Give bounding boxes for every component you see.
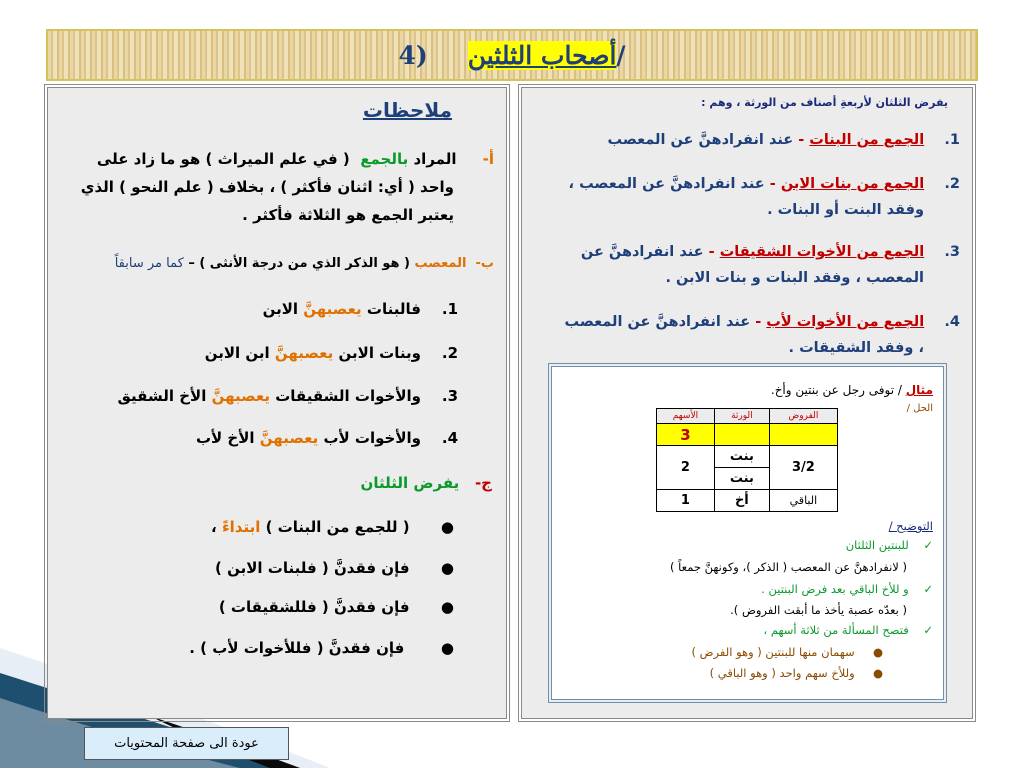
list-item	[205, 344, 458, 362]
bullet-text: فإن فقدنَّ ( فلبنات الابن )	[215, 559, 410, 577]
heir-number: 4.	[944, 314, 960, 330]
list-pre: والأخوات لأب	[323, 429, 421, 447]
bullet-dot: ●	[440, 598, 454, 616]
table-cell	[769, 424, 837, 446]
explain-title: التوضيح /	[888, 519, 933, 533]
heir-line2: المعصب ، وفقد البنات و بنات الابن .	[665, 270, 924, 286]
list-post: الابن	[262, 300, 299, 318]
heir-line1: عند انفرادهنَّ عن المعصب	[564, 314, 751, 330]
explain-text: و للأخ الباقي بعد فرض البنتين .	[761, 582, 909, 596]
heir-line1: عند انفرادهنَّ عن المعصب	[607, 132, 794, 148]
bullet-item	[211, 518, 454, 536]
heir-line1: عند انفرادهنَّ عن	[580, 244, 704, 260]
bullet-dot: ●	[872, 645, 883, 659]
explain-line	[710, 666, 883, 680]
note-c	[361, 474, 492, 492]
heir-number: 2.	[944, 176, 960, 192]
explain-line: ( لانفرادهنَّ عن المعصب ( الذكر )، وكونهنَّ جمعاً )	[670, 560, 907, 574]
explain-line	[846, 538, 933, 552]
page-title	[398, 41, 625, 70]
list-pre: فالبنات	[366, 300, 421, 318]
explain-line	[692, 645, 883, 659]
title-number: (4	[398, 40, 428, 70]
list-number: 3.	[441, 387, 458, 405]
bullet-key: ابتداءً	[221, 518, 261, 536]
heir-key: الجمع من الأخوات لأب	[766, 314, 925, 330]
heir-key: الجمع من الأخوات الشقيقات	[719, 244, 925, 260]
heir-item	[581, 244, 960, 260]
table-header: الأسهم	[657, 409, 715, 424]
list-key: يعصبهنَّ	[303, 300, 362, 318]
note-b	[115, 256, 494, 271]
notes-panel	[47, 87, 507, 719]
heir-item	[569, 176, 960, 192]
note-a-line2: واحد ( أي: اثنان فأكثر ) ، بخلاف ( علم النحو ) الذي	[80, 178, 454, 196]
solution-label: الحل /	[906, 403, 933, 414]
heirs-intro: يفرض الثلثان لأربعةِ أصناف من الورثة ، وهم :	[701, 96, 948, 109]
list-post: الأخ لأب	[195, 429, 255, 447]
heir-key: الجمع من بنات الابن	[780, 176, 925, 192]
bullet-item	[219, 598, 454, 616]
explain-text: للبنتين الثلثان	[845, 538, 909, 552]
list-item	[196, 429, 458, 447]
list-key: يعصبهنَّ	[211, 387, 270, 405]
explain-text: سهمان منها للبنتين ( وهو الفرض )	[691, 645, 855, 659]
title-separator: /	[616, 40, 626, 70]
heir-line2: وفقد البنت أو البنات .	[767, 202, 924, 218]
list-post: الأخ الشقيق	[117, 387, 207, 405]
table-cell: 2	[657, 446, 715, 490]
list-item	[263, 300, 458, 318]
explain-line	[761, 582, 933, 596]
heir-item	[608, 132, 961, 148]
note-b-remark: كما مر سابقاً	[114, 256, 184, 271]
table-cell: 3/2	[769, 446, 837, 490]
heir-line1: عند انفرادهنَّ عن المعصب ،	[568, 176, 765, 192]
list-post: ابن الابن	[204, 344, 270, 362]
bullet-dot: ●	[440, 518, 454, 536]
explain-line	[763, 623, 933, 637]
heir-dash: -	[755, 314, 762, 330]
table-cell: 1	[657, 490, 715, 512]
check-icon: ✓	[923, 538, 933, 552]
example-statement	[771, 383, 933, 397]
bullet-pre: ( للجمع من البنات )	[265, 518, 410, 536]
explain-line: ( بعدّه عصبة يأخذ ما أبقت الفروض ).	[730, 603, 907, 617]
title-text: أصحاب الثلثين	[467, 40, 617, 70]
heir-dash: -	[769, 176, 776, 192]
list-number: 2.	[441, 344, 458, 362]
explain-text: وللأخ سهم واحد ( وهو الباقي )	[709, 666, 855, 680]
note-a-key: بالجمع	[360, 150, 409, 168]
table-header: الورثة	[714, 409, 769, 424]
heir-item	[565, 314, 961, 330]
bullet-item	[215, 559, 454, 577]
table-cell: أخ	[714, 490, 769, 512]
list-pre: والأخوات الشقيقات	[275, 387, 421, 405]
notes-heading: ملاحظات	[362, 98, 452, 122]
list-item	[118, 387, 458, 405]
example-text: توفى رجل عن بنتين وأخ.	[770, 383, 895, 397]
table-header: الفروض	[769, 409, 837, 424]
note-b-text: ( هو الذكر الذي من درجة الأنثى ) –	[188, 256, 410, 271]
example-label: مثال	[905, 383, 933, 397]
bullet-dot: ●	[440, 639, 454, 657]
heir-key: الجمع من البنات	[809, 132, 925, 148]
note-c-mark: ج-	[474, 474, 492, 492]
note-a-post: ( في علم الميراث ) هو ما زاد على	[96, 150, 350, 168]
title-banner	[46, 29, 978, 81]
check-icon: ✓	[923, 623, 933, 637]
note-a-line1	[97, 150, 494, 168]
table-cell: الباقي	[769, 490, 837, 512]
list-key: يعصبهنَّ	[259, 429, 319, 447]
table-cell	[714, 424, 769, 446]
bullet-item	[189, 639, 454, 657]
heir-dash: -	[708, 244, 715, 260]
table-total: 3	[657, 424, 715, 446]
table-cell: بنت	[714, 468, 769, 490]
table-cell: بنت	[714, 446, 769, 468]
bullet-dot: ●	[440, 559, 454, 577]
list-number: 4.	[441, 429, 458, 447]
note-a-mark: أ-	[482, 150, 494, 168]
note-a-pre: المراد	[413, 150, 457, 168]
list-pre: وبنات الابن	[338, 344, 421, 362]
heir-number: 3.	[944, 244, 960, 260]
explain-text: فتصح المسألة من ثلاثة أسهم ،	[763, 623, 909, 637]
inheritance-table	[656, 408, 838, 512]
note-c-text: يفرض الثلثان	[360, 474, 460, 492]
heir-number: 1.	[944, 132, 960, 148]
example-slash: /	[897, 383, 902, 397]
bullet-text: فإن فقدنَّ ( فللشقيقات )	[218, 598, 410, 616]
back-to-contents-button[interactable]: عودة الى صفحة المحتويات	[84, 727, 289, 760]
bullet-dot: ●	[872, 666, 883, 680]
list-number: 1.	[441, 300, 458, 318]
note-b-mark: ب-	[475, 256, 494, 271]
note-a-line3: يعتبر الجمع هو الثلاثة فأكثر .	[242, 206, 454, 224]
bullet-post: ،	[211, 518, 217, 536]
example-box	[551, 366, 944, 700]
check-icon: ✓	[923, 582, 933, 596]
heir-line2: ، وفقد الشقيقات .	[788, 340, 924, 356]
note-b-key: المعصب	[414, 256, 467, 271]
bullet-text: فإن فقدنَّ ( فللأخوات لأب ) .	[189, 639, 405, 657]
list-key: يعصبهنَّ	[274, 344, 334, 362]
heir-dash: -	[798, 132, 805, 148]
